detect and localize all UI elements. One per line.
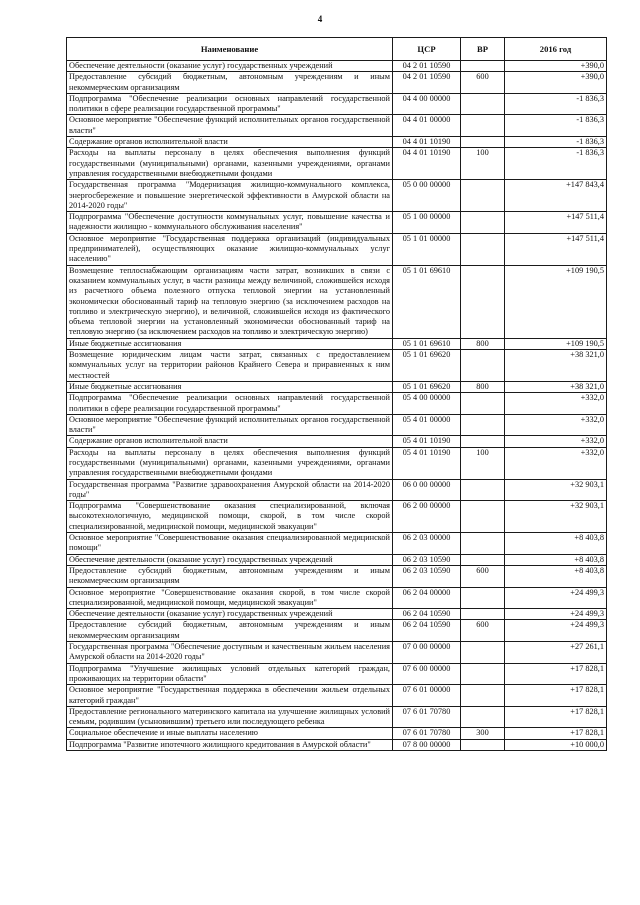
table-row [67,180,607,212]
row-vr-cell: 800 [461,381,505,392]
header-name: Наименование [67,38,393,61]
row-vr-cell: 300 [461,728,505,739]
table-row [67,338,607,349]
row-name-cell: Иные бюджетные ассигнования [67,338,393,349]
row-code-cell: 05 1 00 00000 [393,212,461,234]
row-vr-cell: 600 [461,620,505,642]
table-row [67,685,607,707]
row-vr-cell: 600 [461,565,505,587]
row-name-cell: Содержание органов исполнительной власти [67,137,393,148]
table-row [67,381,607,392]
table-row [67,115,607,137]
row-name-cell: Подпрограмма "Обеспечение доступности коммунальных услуг, повышение качества и надежности жилищно - коммунального обслуживания населения" [67,212,393,234]
row-name-cell: Содержание органов исполнительной власти [67,436,393,447]
row-code-cell: 06 2 03 10590 [393,565,461,587]
row-code-cell: 04 4 01 10190 [393,137,461,148]
row-name-cell: Предоставление субсидий бюджетным, автономным учреждениям и иным некоммерческим организациям [67,620,393,642]
row-name-cell: Обеспечение деятельности (оказание услуг) государственных учреждений [67,609,393,620]
row-code-cell: 07 8 00 00000 [393,739,461,750]
row-name-cell: Социальное обеспечение и иные выплаты населению [67,728,393,739]
row-code-cell: 06 2 00 00000 [393,501,461,533]
row-name-cell: Государственная программа "Обеспечение доступным и качественным жильем населения Амурской области на 2014-2020 годы" [67,642,393,664]
row-amount-cell: +8 403,8 [505,554,607,565]
table-row [67,148,607,180]
row-name-cell: Государственная программа "Развитие здравоохранения Амурской области на 2014-2020 годы" [67,479,393,501]
row-amount-cell: +147 511,4 [505,212,607,234]
table-row [67,609,607,620]
row-name-cell: Подпрограмма "Совершенствование оказания специализированной, включая высокотехнологичную, медицинской помощи, скорой, в том числе скорой специализированной, медицинской помощи, медицинской эвакуации" [67,501,393,533]
row-amount-cell: +38 321,0 [505,381,607,392]
row-amount-cell: +147 843,4 [505,180,607,212]
table-row [67,93,607,115]
row-amount-cell: +332,0 [505,414,607,436]
row-name-cell: Подпрограмма "Обеспечение реализации основных направлений государственной политики в сфере реализации государственной программы" [67,393,393,415]
row-vr-cell [461,93,505,115]
row-vr-cell [461,587,505,609]
row-code-cell: 06 2 04 10590 [393,620,461,642]
row-code-cell: 06 2 04 00000 [393,587,461,609]
row-name-cell: Обеспечение деятельности (оказание услуг) государственных учреждений [67,554,393,565]
row-code-cell: 04 4 01 10190 [393,148,461,180]
row-amount-cell: +32 903,1 [505,479,607,501]
row-vr-cell: 600 [461,72,505,94]
row-vr-cell [461,609,505,620]
row-vr-cell [461,265,505,338]
row-amount-cell: +147 511,4 [505,233,607,265]
row-code-cell: 06 2 03 00000 [393,533,461,555]
row-code-cell: 05 0 00 00000 [393,180,461,212]
row-code-cell: 04 2 01 10590 [393,61,461,72]
table-row [67,212,607,234]
row-amount-cell: +109 190,5 [505,338,607,349]
row-name-cell: Подпрограмма "Улучшение жилищных условий отдельных категорий граждан, проживающих на территории области" [67,663,393,685]
row-code-cell: 04 4 00 00000 [393,93,461,115]
table-row [67,479,607,501]
row-code-cell: 05 4 01 10190 [393,436,461,447]
row-name-cell: Предоставление регионального материнского капитала на улучшение жилищных условий семьям, родившим (усыновившим) третьего или последующего ребенка [67,706,393,728]
row-name-cell: Возмещение теплоснабжающим организациям части затрат, возникших в связи с оказанием коммунальных услуг, в части разницы между величиной, сложившейся исходя из расчетного объема полезного отпуска тепловой энергии на установленный экономически обоснованный тариф на тепловую энергию (за исключением расходов на топливо и электрическую энергию), и величиной, сложившейся исходя из фактического объема тепловой энергии на установленный экономически обоснованный тариф на тепловую энергию (за исключением расходов на топливо и электрическую энергию) [67,265,393,338]
table-row [67,414,607,436]
row-amount-cell: +109 190,5 [505,265,607,338]
table-row [67,436,607,447]
row-name-cell: Иные бюджетные ассигнования [67,381,393,392]
row-vr-cell [461,436,505,447]
row-amount-cell: -1 836,3 [505,115,607,137]
table-row [67,728,607,739]
table-row [67,501,607,533]
table-row [67,447,607,479]
row-code-cell: 04 4 01 00000 [393,115,461,137]
page-number: 4 [317,14,323,24]
row-amount-cell: +17 828,1 [505,728,607,739]
row-amount-cell: -1 836,3 [505,93,607,115]
row-vr-cell [461,501,505,533]
row-code-cell: 07 6 01 00000 [393,685,461,707]
row-amount-cell: -1 836,3 [505,137,607,148]
row-code-cell: 05 4 01 10190 [393,447,461,479]
row-amount-cell: +17 828,1 [505,663,607,685]
row-code-cell: 05 1 01 69620 [393,381,461,392]
row-amount-cell: +24 499,3 [505,587,607,609]
table-row [67,137,607,148]
table-row [67,620,607,642]
row-code-cell: 06 2 04 10590 [393,609,461,620]
table-row [67,663,607,685]
row-code-cell: 07 6 01 70780 [393,728,461,739]
row-name-cell: Предоставление субсидий бюджетным, автономным учреждениям и иным некоммерческим организациям [67,72,393,94]
row-name-cell: Основное мероприятие "Государственная поддержка организаций (индивидуальных предпринимателей), осуществляющих оказание жилищно-коммунальных услуг населению" [67,233,393,265]
row-name-cell: Подпрограмма "Обеспечение реализации основных направлений государственной политики в сфере реализации государственной программы" [67,93,393,115]
table-row [67,393,607,415]
row-vr-cell [461,137,505,148]
row-vr-cell [461,61,505,72]
row-amount-cell: +332,0 [505,436,607,447]
row-code-cell: 07 6 01 70780 [393,706,461,728]
row-vr-cell [461,479,505,501]
row-amount-cell: -1 836,3 [505,148,607,180]
row-vr-cell [461,115,505,137]
row-amount-cell: +8 403,8 [505,533,607,555]
row-code-cell: 06 2 03 10590 [393,554,461,565]
row-vr-cell: 100 [461,148,505,180]
row-code-cell: 05 1 01 69610 [393,338,461,349]
header-year: 2016 год [505,38,607,61]
row-amount-cell: +390,0 [505,72,607,94]
row-code-cell: 05 4 00 00000 [393,393,461,415]
row-vr-cell [461,739,505,750]
row-name-cell: Обеспечение деятельности (оказание услуг) государственных учреждений [67,61,393,72]
row-amount-cell: +27 261,1 [505,642,607,664]
row-amount-cell: +24 499,3 [505,609,607,620]
row-vr-cell: 100 [461,447,505,479]
row-vr-cell [461,554,505,565]
table-row [67,587,607,609]
row-name-cell: Расходы на выплаты персоналу в целях обеспечения выполнения функций государственными (муниципальными) органами, казенными учреждениями, органами управления государственными внебюджетными фондами [67,447,393,479]
row-code-cell: 06 0 00 00000 [393,479,461,501]
row-name-cell: Расходы на выплаты персоналу в целях обеспечения выполнения функций государственными (муниципальными) органами, казенными учреждениями, органами управления государственными внебюджетными фондами [67,148,393,180]
row-vr-cell [461,642,505,664]
row-code-cell: 05 1 01 69620 [393,350,461,382]
table-row [67,265,607,338]
row-code-cell: 05 1 01 69610 [393,265,461,338]
row-vr-cell [461,180,505,212]
row-vr-cell [461,212,505,234]
row-amount-cell: +17 828,1 [505,685,607,707]
row-name-cell: Государственная программа "Модернизация жилищно-коммунального комплекса, энергосбережение и повышение энергетической эффективности в Амурской области на 2014-2020 годы" [67,180,393,212]
row-vr-cell [461,393,505,415]
row-code-cell: 04 2 01 10590 [393,72,461,94]
table-header-row [67,38,607,61]
row-name-cell: Основное мероприятие "Совершенствование оказания скорой, в том числе скорой специализированной, медицинской помощи, медицинской эвакуации" [67,587,393,609]
table-row [67,61,607,72]
table-row [67,350,607,382]
row-code-cell: 05 1 01 00000 [393,233,461,265]
row-vr-cell [461,414,505,436]
row-amount-cell: +10 000,0 [505,739,607,750]
row-amount-cell: +32 903,1 [505,501,607,533]
row-code-cell: 07 6 00 00000 [393,663,461,685]
row-vr-cell [461,233,505,265]
table-row [67,233,607,265]
row-amount-cell: +332,0 [505,447,607,479]
row-vr-cell [461,533,505,555]
row-name-cell: Основное мероприятие "Государственная поддержка в обеспечении жильем отдельных категорий граждан" [67,685,393,707]
row-vr-cell [461,663,505,685]
row-name-cell: Подпрограмма "Развитие ипотечного жилищного кредитования в Амурской области" [67,739,393,750]
row-name-cell: Возмещение юридическим лицам части затрат, связанных с предоставлением коммунальных услуг на территории районов Крайнего Севера и приравненных к ним местностей [67,350,393,382]
row-amount-cell: +24 499,3 [505,620,607,642]
table-row [67,565,607,587]
row-vr-cell [461,706,505,728]
table-body [67,61,607,751]
row-amount-cell: +390,0 [505,61,607,72]
row-name-cell: Основное мероприятие "Обеспечение функций исполнительных органов государственной власти" [67,115,393,137]
table-row [67,739,607,750]
row-name-cell: Основное мероприятие "Обеспечение функций исполнительных органов государственной власти" [67,414,393,436]
row-amount-cell: +17 828,1 [505,706,607,728]
table-row [67,72,607,94]
budget-table [66,37,607,751]
row-amount-cell: +38 321,0 [505,350,607,382]
row-amount-cell: +8 403,8 [505,565,607,587]
header-code: ЦСР [393,38,461,61]
row-code-cell: 07 0 00 00000 [393,642,461,664]
row-name-cell: Основное мероприятие "Совершенствование оказания специализированной медицинской помощи" [67,533,393,555]
table-row [67,642,607,664]
row-vr-cell [461,685,505,707]
table-row [67,533,607,555]
table-row [67,706,607,728]
row-vr-cell [461,350,505,382]
row-name-cell: Предоставление субсидий бюджетным, автономным учреждениям и иным некоммерческим организациям [67,565,393,587]
header-vr: ВР [461,38,505,61]
row-amount-cell: +332,0 [505,393,607,415]
table-row [67,554,607,565]
row-code-cell: 05 4 01 00000 [393,414,461,436]
row-vr-cell: 800 [461,338,505,349]
